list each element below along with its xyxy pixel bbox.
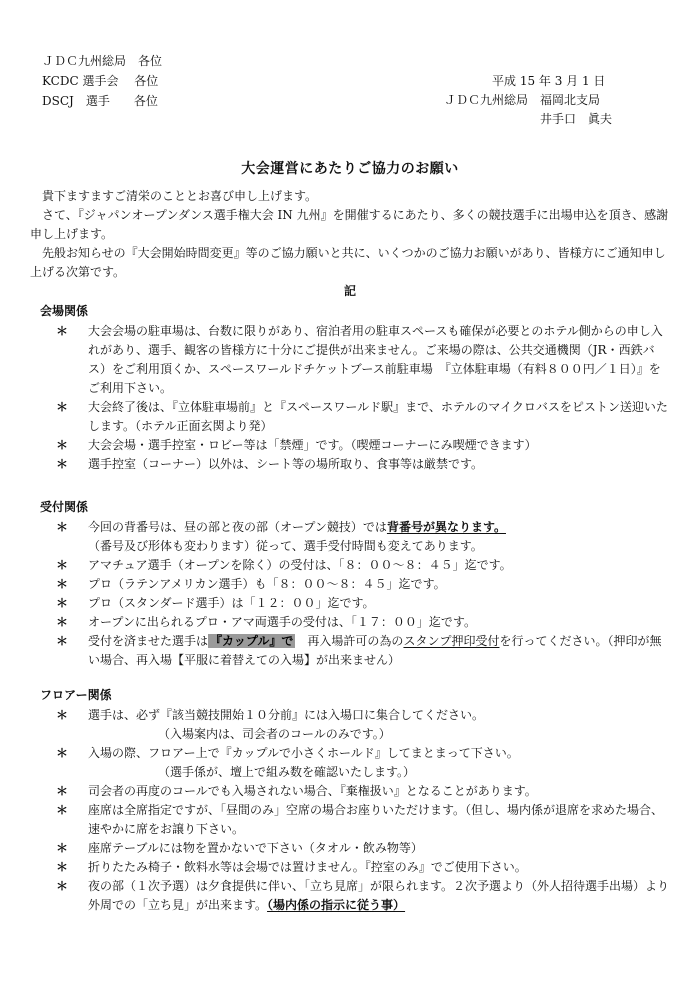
highlighted-text: 『カップル』で [210, 634, 294, 648]
item-text: 折りたたみ椅子・飲料水等は会場では置けません。『控室のみ』でご使用下さい。 [88, 860, 527, 874]
item-text: 今回の背番号は、昼の部と夜の部（オープン競技）では [88, 520, 387, 534]
item-note: （選手係が、壇上で組み数を確認いたします。） [158, 765, 416, 779]
underlined-text: 背番号が異なります。 [386, 520, 506, 534]
item-text: プロ（スタンダード選手）は「１２：００」迄です。 [88, 596, 375, 610]
underlined-text: スタンプ押印受付 [403, 634, 500, 648]
item-note: （番号及び形体も変わります）従って、選手受付時間も変えてあります。 [88, 539, 483, 553]
list-item [30, 594, 670, 613]
list-item [30, 839, 670, 858]
list-item [30, 801, 670, 839]
recipient-line: DSCJ 選手 各位 [42, 94, 158, 108]
item-text: 座席は全席指定ですが、「昼間のみ」空席の場合お座りいただけます。（但し、場内係が退席を求めた場合、速やかに席をお譲り下さい。 [88, 803, 664, 836]
intro-paragraph: さて、『ジャパンオープンダンス選手権大会 IN 九州』を開催するにあたり、多くの競技選手に出場申込を頂き、感謝申し上げます。 [30, 208, 669, 241]
section-heading: 受付関係 [40, 500, 89, 514]
section-venue [30, 302, 670, 474]
recipient-list [42, 52, 162, 112]
item-text: を行ってください。（押印が無い場合、再入場【平服に着替えての入場】が出来ません） [88, 634, 662, 667]
asterisk-icon: ＊ [56, 324, 69, 338]
list-item [30, 518, 670, 556]
recipient-line: ＪＤＣ九州総局 各位 [42, 54, 163, 68]
asterisk-icon: ＊ [56, 860, 69, 874]
item-text: 受付を済ませた選手は [88, 634, 209, 648]
asterisk-icon: ＊ [56, 577, 69, 591]
ki-mark: 記 [343, 284, 356, 298]
item-text: 夜の部（１次予選）は夕食提供に伴い、「立ち見席」が限られます。２次予選より（外人招待選手出場）より外周での「立ち見」が出来ます。 [88, 879, 670, 912]
sender-block [444, 72, 674, 129]
asterisk-icon: ＊ [56, 634, 69, 648]
item-text: プロ（ラテンアメリカン選手）も「８：００～８：４５」迄です。 [88, 577, 446, 591]
sender-name: 井手口 眞夫 [540, 112, 613, 126]
asterisk-icon: ＊ [56, 558, 69, 572]
section-heading: 会場関係 [40, 304, 89, 318]
asterisk-icon: ＊ [56, 520, 69, 534]
asterisk-icon: ＊ [56, 746, 69, 760]
item-text: オープンに出られるプロ・アマ両選手の受付は、「１７：００」迄です。 [88, 615, 476, 629]
list-item [30, 858, 670, 877]
asterisk-icon: ＊ [56, 596, 69, 610]
issue-date: 平成 15 年 3 月 1 日 [492, 74, 606, 88]
item-text: 大会会場・選手控室・ロビー等は「禁煙」です。（喫煙コーナーにみ喫煙できます） [88, 438, 537, 452]
asterisk-icon: ＊ [56, 457, 69, 471]
asterisk-icon: ＊ [56, 708, 69, 722]
list-item [30, 398, 670, 436]
list-item [30, 455, 670, 474]
recipient-line: KCDC 選手会 各位 [42, 74, 159, 88]
list-item [30, 322, 670, 398]
intro-paragraph: 先般お知らせの『大会開始時間変更』等のご協力願いと共に、いくつかのご協力お願いがあり、皆様方にご通知申し上げる次第です。 [30, 246, 666, 279]
list-item [30, 782, 670, 801]
list-item [30, 706, 670, 744]
asterisk-icon: ＊ [56, 400, 69, 414]
item-text: 選手控室（コーナー）以外は、シート等の場所取り、食事等は厳禁です。 [88, 457, 484, 471]
item-note: （入場案内は、司会者のコールのみです。） [158, 727, 391, 741]
item-text: 大会終了後は、『立体駐車場前』と『スペースワールド駅』まで、ホテルのマイクロバスをピストン送迎いたします。（ホテル正面玄関より発） [88, 400, 668, 433]
list-item [30, 877, 670, 915]
item-text: アマチュア選手（オープンを除く）の受付は、「８：００～８：４５」迄です。 [88, 558, 512, 572]
underlined-text: （場内係の指示に従う事） [267, 898, 406, 912]
list-item [30, 556, 670, 575]
section-floor [30, 686, 670, 915]
item-text: 入場の際、フロアー上で『カップルで小さくホールド』してまとまって下さい。 [88, 746, 519, 760]
item-text: 大会会場の駐車場は、台数に限りがあり、宿泊者用の駐車スペースも確保が必要とのホテル側からの申し入れがあり、選手、観客の皆様方に十分にご提供が出来ません。ご来場の際は、公共交通機関（JR・西鉄バス）をご利用頂くか、スペースワールドチケットブース前駐車場 『立体駐車場（有料８００円／１日）』をご利用下さい。 [88, 324, 663, 395]
section-heading: フロアー関係 [40, 688, 112, 702]
document-title: 大会運営にあたりご協力のお願い [241, 161, 459, 177]
list-item [30, 744, 670, 782]
list-item [30, 632, 670, 670]
item-text: 座席テーブルには物を置かないで下さい（タオル・飲み物等） [88, 841, 423, 855]
asterisk-icon: ＊ [56, 615, 69, 629]
item-text: 選手は、必ず『該当競技開始１０分前』には入場口に集合してください。 [88, 708, 485, 722]
section-reception [30, 498, 670, 670]
asterisk-icon: ＊ [56, 879, 69, 893]
asterisk-icon: ＊ [56, 841, 69, 855]
list-item [30, 436, 670, 455]
item-text: 再入場許可の為の [295, 634, 404, 648]
sender-organization: ＪＤＣ九州総局 福岡北支局 [444, 93, 601, 107]
intro-paragraphs [30, 187, 670, 282]
list-item [30, 613, 670, 632]
list-item [30, 575, 670, 594]
asterisk-icon: ＊ [56, 803, 69, 817]
asterisk-icon: ＊ [56, 784, 69, 798]
asterisk-icon: ＊ [56, 438, 69, 452]
item-text: 司会者の再度のコールでも入場されない場合、『棄権扱い』となることがあります。 [88, 784, 537, 798]
intro-paragraph: 貴下ますますご清栄のこととお喜び申し上げます。 [42, 189, 318, 203]
